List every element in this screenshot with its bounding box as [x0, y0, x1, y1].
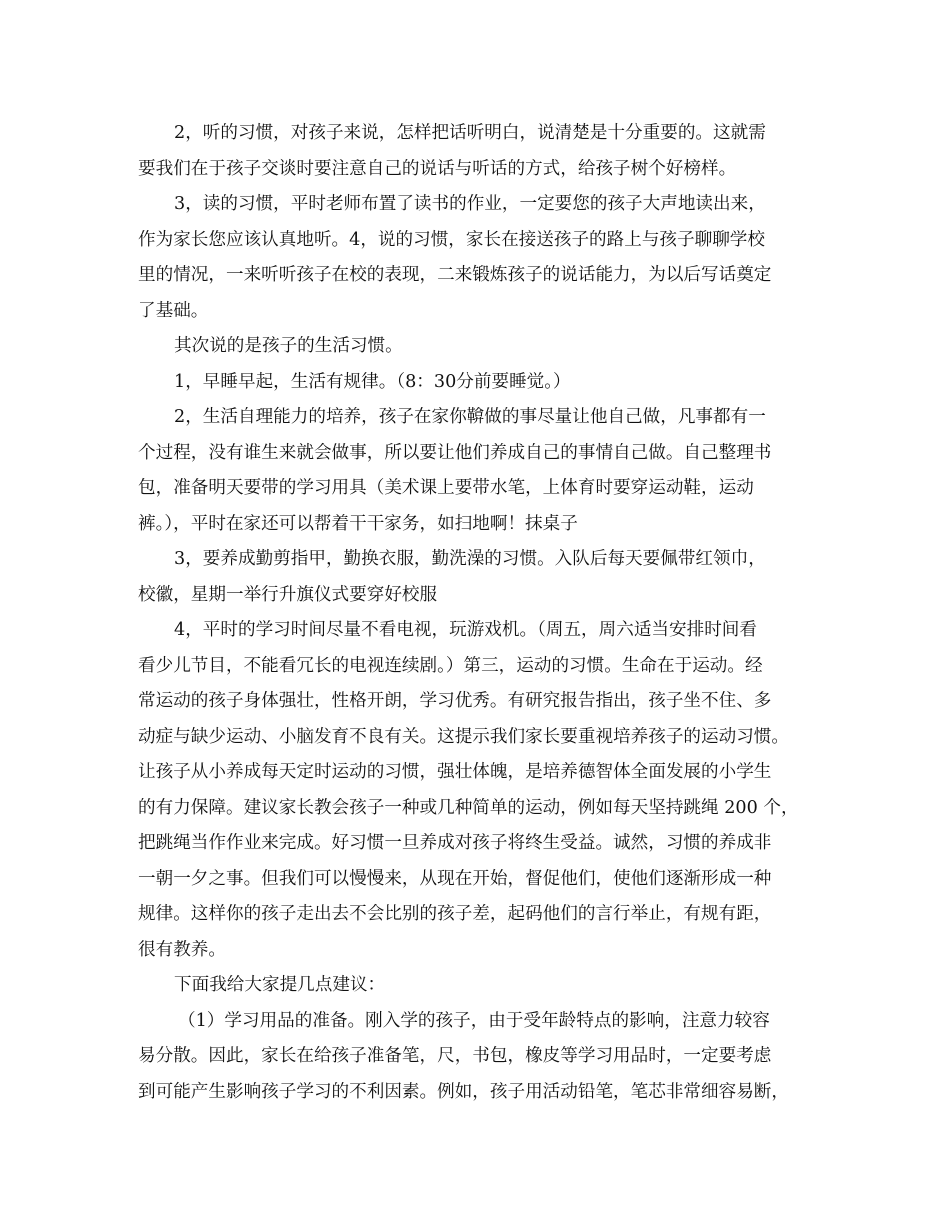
text-line: 看少儿节目，不能看冗长的电视连续剧。）第三，运动的习惯。生命在于运动。经 [138, 655, 763, 676]
text-line: 个过程，没有谁生来就会做事，所以要让他们养成自己的事情自己做。自己整理书 [138, 442, 772, 463]
text-line: 把跳绳当作作业来完成。好习惯一旦养成对孩子将终生受益。诚然，习惯的养成非 [138, 833, 772, 853]
text-line: 校徽，星期一举行升旗仪式要穿好校服 [138, 584, 438, 605]
text-line: 让孩子从小养成每天定时运动的习惯，强壮体魄，是培养德智体全面发展的小学生 [138, 762, 772, 782]
text-line: 一朝一夕之事。但我们可以慢慢来，从现在开始，督促他们，使他们逐渐形成一种 [138, 868, 772, 889]
text-line: 2，听的习惯，对孩子来说，怎样把话听明白，说清楚是十分重要的。这就需 [174, 123, 766, 143]
text-line: 作为家长您应该认真地听。4，说的习惯，家长在接送孩子的路上与孩子聊聊学校 [138, 229, 765, 250]
text-line: 3，要养成勤剪指甲，勤换衣服，勤洗澡的习惯。入队后每天要佩带红领巾， [174, 549, 766, 569]
text-line: 的有力保障。建议家长教会孩子一种或几种简单的运动，例如每天坚持跳绳 200 个， [138, 797, 799, 818]
text-line: 常运动的孩子身体强壮，性格开朗，学习优秀。有研究报告指出，孩子坐不住、多 [138, 691, 772, 711]
text-line: 了基础。 [138, 300, 209, 321]
text-line: （1）学习用品的准备。刚入学的孩子，由于受年龄特点的影响，注意力较容 [178, 1010, 770, 1031]
text-line: 裤。），平时在家还可以帮着干干家务，如扫地啊！抹桌子 [138, 513, 578, 534]
text-line: 里的情况，一来听听孩子在校的表现，二来锻炼孩子的说话能力，为以后写话奠定 [138, 265, 772, 285]
text-line: 其次说的是孩子的生活习惯。 [174, 336, 403, 356]
text-line: 规律。这样你的孩子走出去不会比别的孩子差，起码他们的言行举止，有规有距， [138, 904, 772, 924]
document-body [138, 116, 828, 1110]
text-line: 要我们在于孩子交谈时要注意自己的说话与听话的方式，给孩子树个好榜样。 [138, 158, 737, 179]
text-line: 下面我给大家提几点建议： [174, 975, 386, 995]
text-line: 包，准备明天要带的学习用具（美术课上要带水笔，上体育时要穿运动鞋，运动 [138, 478, 754, 498]
text-line: 易分散。因此，家长在给孩子准备笔，尺，书包，橡皮等学习用品时，一定要考虑 [138, 1046, 772, 1066]
text-line: 3，读的习惯，平时老师布置了读书的作业，一定要您的孩子大声地读出来， [174, 194, 766, 214]
text-line: 4，平时的学习时间尽量不看电视，玩游戏机。（周五，周六适当安排时间看 [174, 620, 757, 640]
text-line: 1，早睡早起，生活有规律。（8：30分前要睡觉。） [174, 371, 571, 392]
text-line: 动症与缺少运动、小脑发育不良有关。这提示我们家长要重视培养孩子的运动习惯。 [138, 726, 789, 747]
text-line: 到可能产生影响孩子学习的不利因素。例如，孩子用活动铅笔，笔芯非常细容易断， [138, 1081, 789, 1102]
text-line: 很有教养。 [138, 939, 226, 960]
text-line: 2，生活自理能力的培养，孩子在家你鞥做的事尽量让他自己做，凡事都有一 [174, 407, 766, 427]
